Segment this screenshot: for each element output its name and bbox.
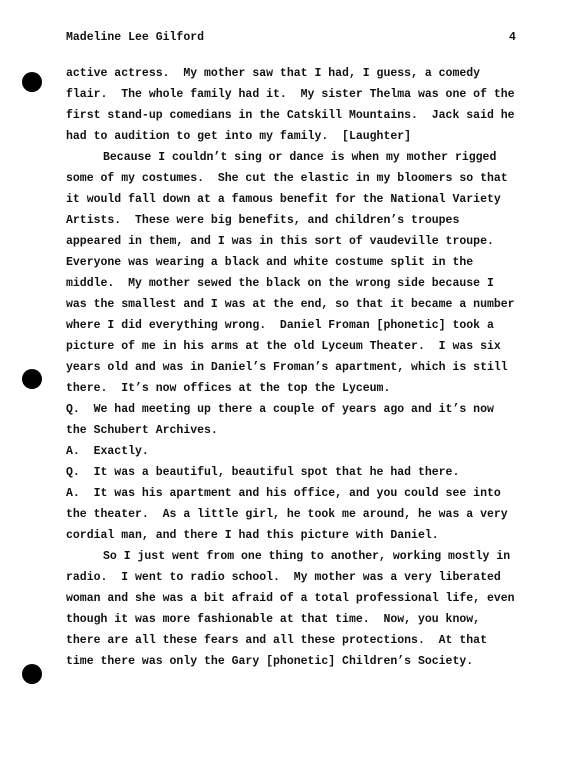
- text-line: A. It was his apartment and his office, and you could see into: [66, 487, 501, 500]
- text-line: So I just went from one thing to another, working mostly in: [103, 550, 511, 563]
- text-line: Q. It was a beautiful, beautiful spot that he had there.: [66, 466, 460, 479]
- text-line: Because I couldn’t sing or dance is when my mother rigged: [103, 151, 497, 164]
- text-line: there are all these fears and all these protections. At that: [66, 634, 487, 647]
- text-line: had to audition to get into my family. [Laughter]: [66, 130, 412, 143]
- text-line: picture of me in his arms at the old Lyceum Theater. I was six: [66, 340, 501, 353]
- page-number: 4: [509, 31, 516, 44]
- text-line: some of my costumes. She cut the elastic in my bloomers so that: [66, 172, 508, 185]
- text-line: cordial man, and there I had this picture with Daniel.: [66, 529, 439, 542]
- text-line: Everyone was wearing a black and white costume split in the: [66, 256, 474, 269]
- text-line: appeared in them, and I was in this sort of vaudeville troupe.: [66, 235, 494, 248]
- text-line: time there was only the Gary [phonetic] Children’s Society.: [66, 655, 474, 668]
- text-line: first stand-up comedians in the Catskill Mountains. Jack said he: [66, 109, 515, 122]
- binder-hole-bottom: [22, 664, 42, 684]
- text-line: years old and was in Daniel’s Froman’s apartment, which is still: [66, 361, 508, 374]
- text-line: though it was more fashionable at that time. Now, you know,: [66, 613, 481, 626]
- text-line: A. Exactly.: [66, 445, 149, 458]
- binder-hole-middle: [22, 369, 42, 389]
- text-line: middle. My mother sewed the black on the wrong side because I: [66, 277, 494, 290]
- text-line: Q. We had meeting up there a couple of years ago and it’s now: [66, 403, 494, 416]
- text-line: the Schubert Archives.: [66, 424, 218, 437]
- text-line: there. It’s now offices at the top the Lyceum.: [66, 382, 391, 395]
- text-line: the theater. As a little girl, he took me around, he was a very: [66, 508, 508, 521]
- text-line: woman and she was a bit afraid of a total professional life, even: [66, 592, 515, 605]
- text-line: active actress. My mother saw that I had, I guess, a comedy: [66, 67, 481, 80]
- text-line: Artists. These were big benefits, and children’s troupes: [66, 214, 460, 227]
- text-line: flair. The whole family had it. My sister Thelma was one of the: [66, 88, 515, 101]
- binder-hole-top: [22, 72, 42, 92]
- text-line: radio. I went to radio school. My mother was a very liberated: [66, 571, 501, 584]
- page-header-name: Madeline Lee Gilford: [66, 31, 205, 44]
- text-line: where I did everything wrong. Daniel Froman [phonetic] took a: [66, 319, 494, 332]
- text-line: was the smallest and I was at the end, so that it became a number: [66, 298, 515, 311]
- text-line: it would fall down at a famous benefit for the National Variety: [66, 193, 501, 206]
- transcript-body: [66, 63, 536, 672]
